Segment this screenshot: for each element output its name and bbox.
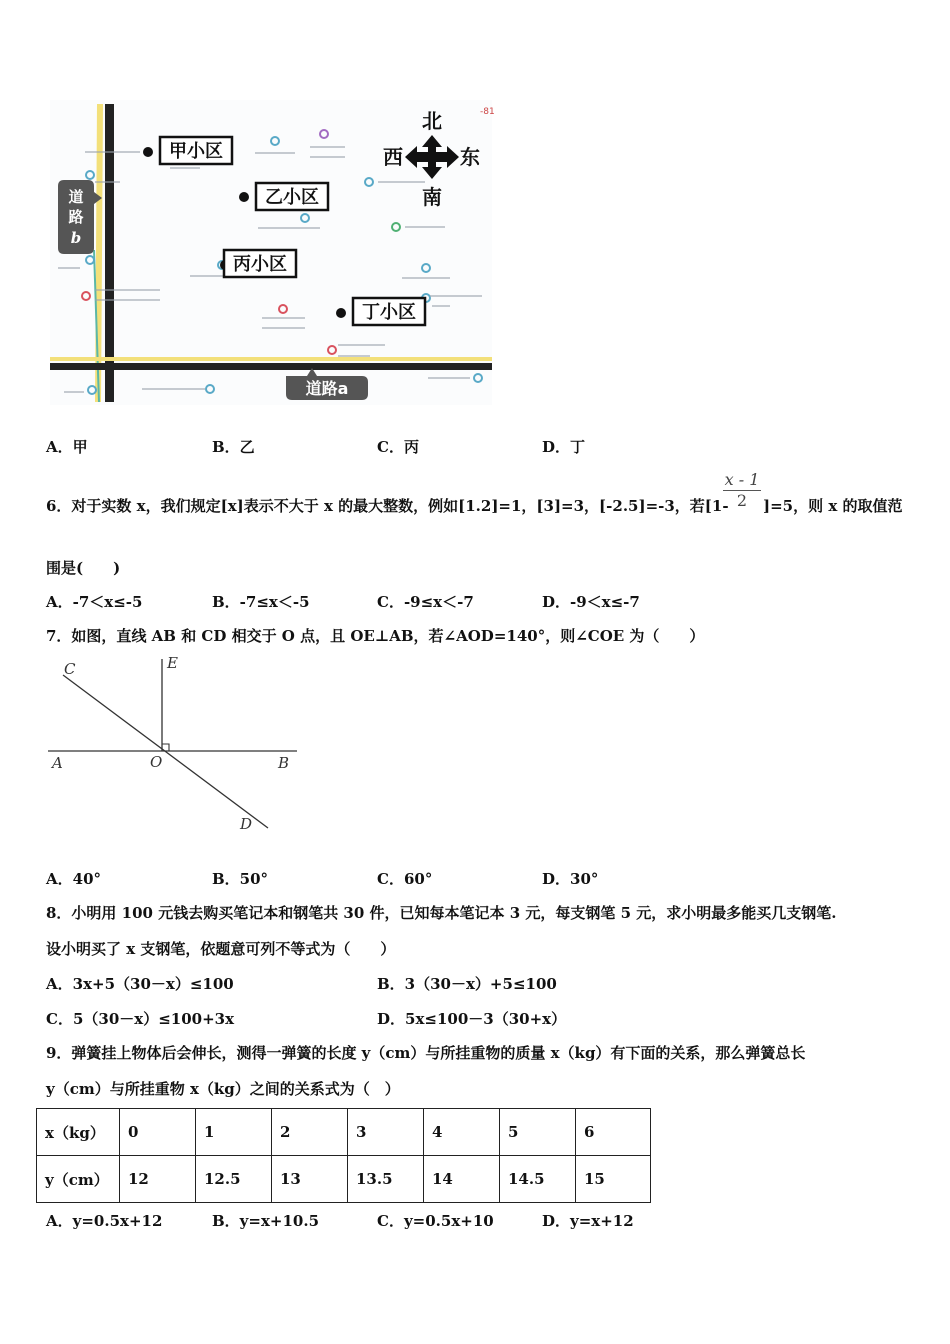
q6-text-line1-pre: 6．对于实数 x，我们规定[x]表示不大于 x 的最大整数，例如[1.2]=1，[3]=3，[-2.5]=-3，若[1- [46,497,729,515]
district-ding-label: 丁小区 [362,302,416,323]
road-b-label-3: b [70,229,82,247]
q5-option-a[interactable]: A．甲 [46,438,88,456]
q7-option-a[interactable]: A．40° [46,870,102,888]
q6-option-d[interactable]: D．-9＜x≤-7 [542,593,640,611]
q8-option-c[interactable]: C．5（30－x）≤100+3x [46,1010,235,1028]
q7-text: 7．如图，直线 AB 和 CD 相交于 O 点，且 OE⊥AB，若∠AOD=140°，则∠COE 为（ ） [46,627,705,645]
label-c: C [64,660,76,678]
label-o: O [150,753,163,771]
table-cell: 2 [272,1109,348,1156]
q6-option-a[interactable]: A．-7＜x≤-5 [46,593,143,611]
label-d: D [240,815,253,833]
q8-text-line1: 8．小明用 100 元钱去购买笔记本和钢笔共 30 件，已知每本笔记本 3 元，每支钢笔 5 元，求小明最多能买几支钢笔. [46,904,837,922]
road-b-label-2: 路 [68,208,84,226]
q6-fraction-numerator: x - 1 [724,470,760,489]
table-cell: 12 [120,1156,196,1203]
q6-text-line2: 围是( ) [46,559,121,577]
table-cell: 5 [500,1109,576,1156]
table-cell: 6 [576,1109,651,1156]
table-cell: 14.5 [500,1156,576,1203]
q8-option-b[interactable]: B．3（30－x）+5≤100 [377,975,557,993]
q9-option-b[interactable]: B．y=x+10.5 [212,1212,320,1230]
table-row [37,1109,651,1156]
q7-option-c[interactable]: C．60° [377,870,433,888]
q8-text-line2: 设小明买了 x 支钢笔，依题意可列不等式为（ ） [46,940,396,958]
q9-data-table [36,1108,651,1203]
table-cell: x（kg） [37,1109,120,1156]
q5-option-c[interactable]: C．丙 [377,438,419,456]
district-bing-label: 丙小区 [233,254,287,275]
compass-north: 北 [422,109,442,133]
road-a-label: 道路a [305,379,349,398]
table-cell: y（cm） [37,1156,120,1203]
map-figure [50,100,495,405]
q9-option-a[interactable]: A．y=0.5x+12 [46,1212,163,1230]
table-cell: 1 [196,1109,272,1156]
table-cell: 14 [424,1156,500,1203]
q8-option-a[interactable]: A．3x+5（30－x）≤100 [46,975,234,993]
table-cell: 15 [576,1156,651,1203]
q6-option-b[interactable]: B．-7≤x＜-5 [212,593,310,611]
q9-text-line1: 9．弹簧挂上物体后会伸长，测得一弹簧的长度 y（cm）与所挂重物的质量 x（kg）有下面的关系，那么弹簧总长 [46,1044,806,1062]
table-cell: 13 [272,1156,348,1203]
label-a: A [52,754,63,772]
table-cell: 13.5 [348,1156,424,1203]
q7-geometry-figure [40,650,310,840]
q7-option-d[interactable]: D．30° [542,870,599,888]
compass-west: 西 [383,145,403,169]
table-cell: 3 [348,1109,424,1156]
q6-fraction-denominator: 2 [736,491,748,510]
q7-option-b[interactable]: B．50° [212,870,269,888]
label-e: E [167,654,178,672]
map-corner-mark: -81 [480,107,495,117]
map-svg [50,100,495,405]
road-b-label-1: 道 [68,188,84,206]
compass-south: 南 [422,185,442,209]
table-row [37,1156,651,1203]
q6-option-c[interactable]: C．-9≤x＜-7 [377,593,474,611]
district-yi-label: 乙小区 [265,187,319,208]
q6-text-line1-post: ]=5，则 x 的取值范 [763,497,903,515]
table-cell: 0 [120,1109,196,1156]
table-cell: 4 [424,1109,500,1156]
label-b: B [278,754,290,772]
q8-option-d[interactable]: D．5x≤100－3（30+x） [377,1010,567,1028]
q9-text-line2: y（cm）与所挂重物 x（kg）之间的关系式为（ ） [46,1080,400,1098]
q5-option-d[interactable]: D．丁 [542,438,586,456]
q9-option-c[interactable]: C．y=0.5x+10 [377,1212,494,1230]
district-jia-label: 甲小区 [169,141,223,162]
q6-fraction [723,470,761,510]
q5-option-b[interactable]: B．乙 [212,438,255,456]
road-a-line [50,363,492,370]
compass-east: 东 [460,145,480,169]
table-cell: 12.5 [196,1156,272,1203]
district-bing [220,250,296,277]
q9-option-d[interactable]: D．y=x+12 [542,1212,634,1230]
